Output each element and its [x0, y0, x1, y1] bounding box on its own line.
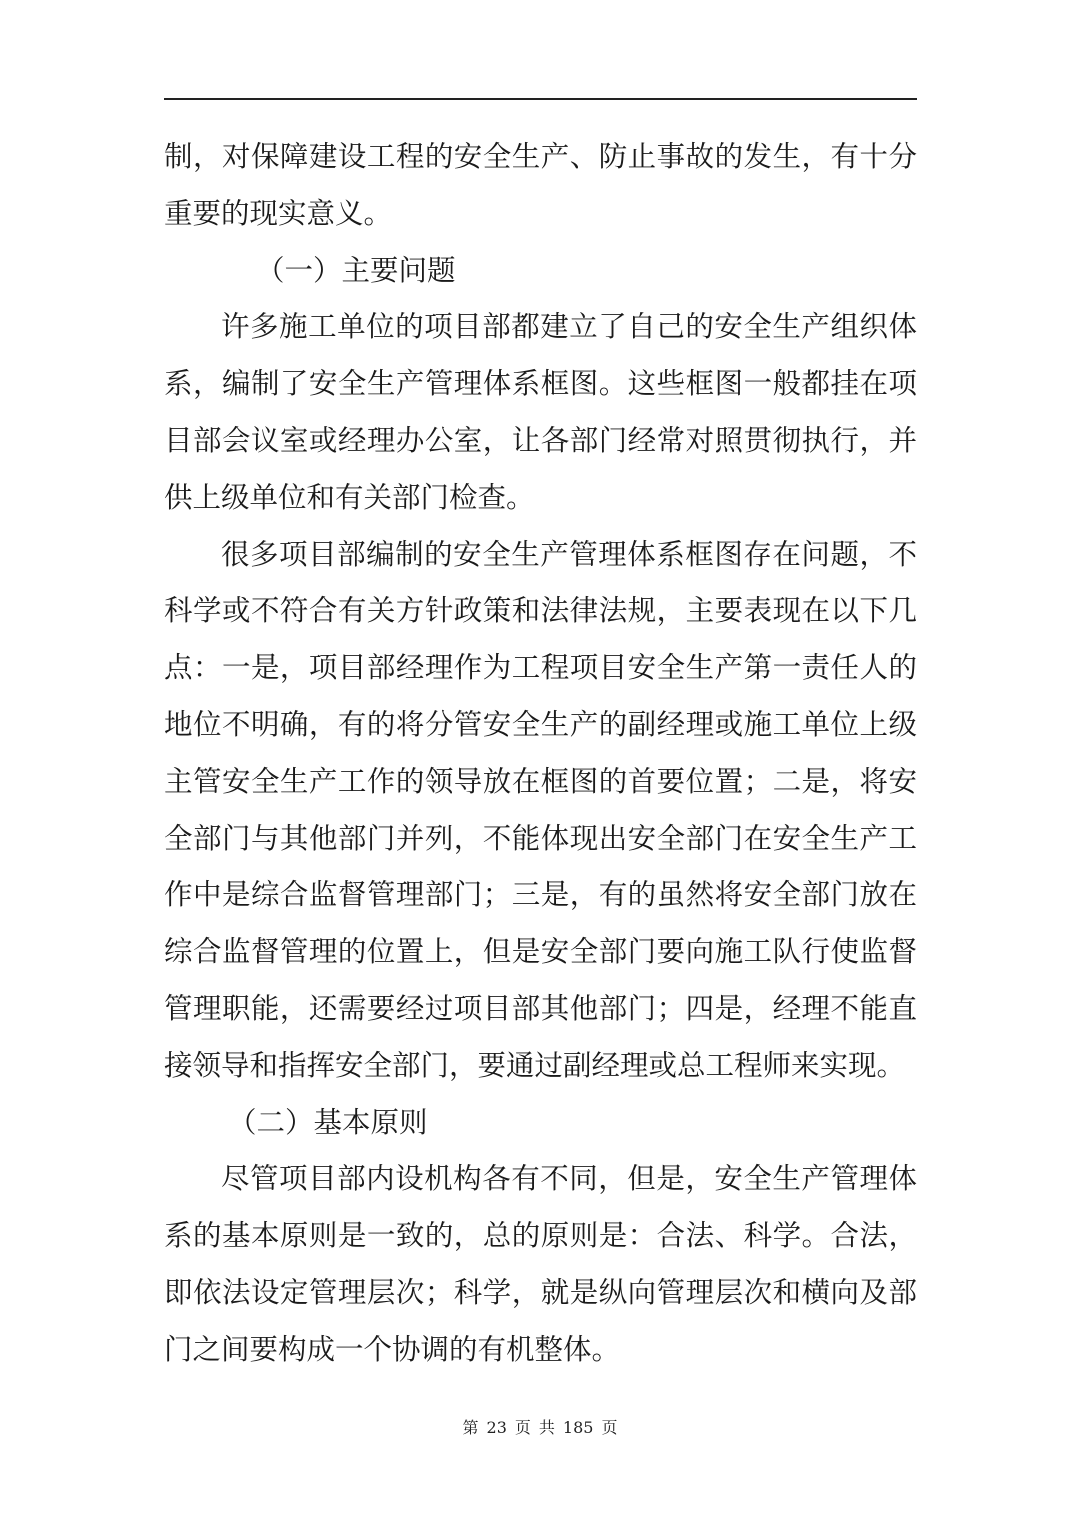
section-heading-basic-principles: （二）基本原则: [228, 1105, 428, 1139]
paragraph-continuation: 制，对保障建设工程的安全生产、防止事故的发生，有十分重要的现实意义。: [164, 140, 917, 230]
header-rule: [164, 98, 917, 100]
footer-prefix: 第: [462, 1418, 479, 1437]
footer-total-pages: 185: [562, 1418, 594, 1437]
paragraph-3: 尽管项目部内设机构各有不同，但是，安全生产管理体系的基本原则是一致的，总的原则是：合法、科学。合法，即依法设定管理层次；科学，就是纵向管理层次和横向及部门之间要构成一个协调的有机整体。: [164, 1162, 917, 1366]
section-heading-main-issues: （一）主要问题: [256, 253, 456, 287]
footer-mid1: 页: [514, 1418, 531, 1437]
page-footer: [0, 1416, 1080, 1440]
paragraph-2: 很多项目部编制的安全生产管理体系框图存在问题，不科学或不符合有关方针政策和法律法规，主要表现在以下几点：一是，项目部经理作为工程项目安全生产第一责任人的地位不明确，有的将分管安全生产的副经理或施工单位上级主管安全生产工作的领导放在框图的首要位置；二是，将安全部门与其他部门并列，不能体现出安全部门在安全生产工作中是综合监督管理部门；三是，有的虽然将安全部门放在综合监督管理的位置上，但是安全部门要向施工队行使监督管理职能，还需要经过项目部其他部门；四是，经理不能直接领导和指挥安全部门，要通过副经理或总工程师来实现。: [164, 537, 917, 1082]
body-content: [164, 129, 917, 1379]
paragraph-1: 许多施工单位的项目部都建立了自己的安全生产组织体系，编制了安全生产管理体系框图。这些框图一般都挂在项目部会议室或经理办公室，让各部门经常对照贯彻执行，并供上级单位和有关部门检查。: [164, 310, 917, 514]
footer-suffix: 页: [601, 1418, 618, 1437]
footer-current-page: 23: [486, 1418, 507, 1437]
footer-mid2: 共: [538, 1418, 555, 1437]
